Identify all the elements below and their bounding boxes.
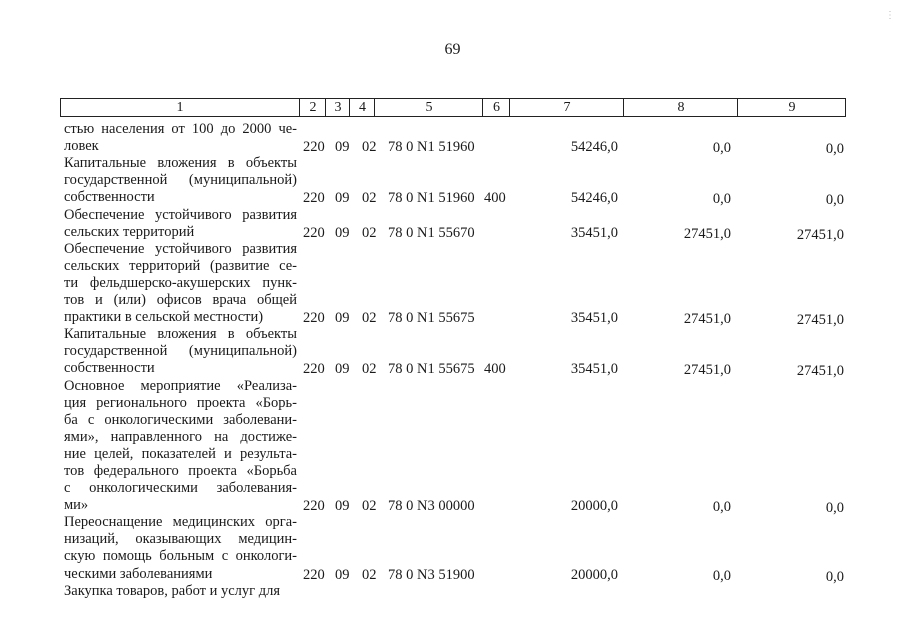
- page-number: 69: [444, 41, 461, 58]
- row-description-line: ние целей, показателей и результа-: [64, 445, 297, 462]
- header-col-1: 1: [176, 100, 184, 115]
- amount-col-9: 0,0: [825, 500, 844, 517]
- amount-col-8: 0,0: [712, 499, 731, 516]
- amount-col-8: 27451,0: [683, 225, 731, 242]
- amount-col-7: 35451,0: [570, 361, 618, 378]
- row-description-line: ческими заболеваниями: [64, 565, 213, 582]
- code-expense-type: 400: [484, 361, 506, 378]
- row-description-line: Переоснащение медицинских орга-: [64, 514, 297, 531]
- amount-col-7: 35451,0: [570, 310, 618, 327]
- header-col-9: 9: [737, 99, 846, 116]
- row-description-line: Капитальные вложения в объекты: [64, 326, 297, 343]
- row-description-line: Закупка товаров, работ и услуг для: [64, 582, 281, 599]
- amount-col-7: 20000,0: [570, 498, 618, 515]
- scan-margin-mark: ⋮: [885, 10, 895, 21]
- amount-col-7: 54246,0: [570, 190, 618, 207]
- amount-col-8: 27451,0: [683, 311, 731, 328]
- row-description-line: Обеспечение устойчивого развития: [64, 206, 297, 223]
- amount-col-9: 27451,0: [796, 226, 844, 243]
- code-subsection: 02: [362, 139, 377, 156]
- header-col-2: 2: [299, 99, 326, 116]
- code-subsection: 02: [362, 224, 377, 241]
- code-subsection: 02: [362, 361, 377, 378]
- row-description-line: ми»: [64, 497, 89, 514]
- code-target: 78 0 N1 51960: [388, 190, 475, 207]
- row-description: [64, 241, 297, 326]
- row-description-line: практики в сельской местности): [64, 309, 264, 326]
- row-description: [64, 378, 297, 515]
- code-subsection: 02: [362, 190, 377, 207]
- code-admin: 220: [303, 498, 325, 515]
- amount-col-9: 27451,0: [796, 363, 844, 380]
- row-description-line: ями», направленного на достиже-: [64, 428, 297, 445]
- code-target: 78 0 N1 51960: [388, 139, 475, 156]
- amount-col-8: 0,0: [712, 140, 731, 157]
- row-description-line: стью населения от 100 до 2000 че-: [64, 121, 297, 137]
- row-description: [64, 583, 297, 600]
- row-description-line: тов и (или) офисов врача общей: [64, 291, 297, 308]
- row-description-line: собственности: [64, 360, 155, 377]
- row-description: [64, 514, 297, 582]
- row-description-line: ция регионального проекта «Борь-: [64, 394, 297, 411]
- row-description: [64, 207, 297, 241]
- code-subsection: 02: [362, 566, 377, 583]
- amount-col-9: 27451,0: [796, 312, 844, 329]
- code-admin: 220: [303, 139, 325, 156]
- row-description-line: сельских территорий (развитие се-: [64, 257, 297, 274]
- row-description-line: государственной (муниципальной): [64, 172, 297, 189]
- amount-col-7: 35451,0: [570, 224, 618, 241]
- header-col-7: 7: [509, 99, 624, 116]
- row-description-line: ловек: [64, 138, 99, 155]
- code-section: 09: [335, 224, 350, 241]
- row-description-line: Обеспечение устойчивого развития: [64, 240, 297, 257]
- row-description-line: скую помощь больным с онкологи-: [64, 548, 297, 565]
- row-description-line: ба с онкологическими заболевани-: [64, 411, 297, 428]
- code-admin: 220: [303, 361, 325, 378]
- code-target: 78 0 N1 55670: [388, 224, 475, 241]
- header-col-4: 4: [349, 99, 375, 116]
- amount-col-9: 0,0: [825, 568, 844, 585]
- row-description-line: Основное мероприятие «Реализа-: [64, 377, 297, 394]
- row-description-line: ти фельдшерско-акушерских пунк-: [64, 274, 297, 291]
- header-col-8: 8: [623, 99, 738, 116]
- amount-col-8: 0,0: [712, 567, 731, 584]
- row-description-line: низаций, оказывающих медицин-: [64, 531, 297, 548]
- code-section: 09: [335, 139, 350, 156]
- amount-col-7: 20000,0: [570, 566, 618, 583]
- row-description-line: Капитальные вложения в объекты: [64, 155, 297, 172]
- code-subsection: 02: [362, 310, 377, 327]
- code-target: 78 0 N3 00000: [388, 498, 475, 515]
- row-description-line: государственной (муниципальной): [64, 343, 297, 360]
- code-section: 09: [335, 310, 350, 327]
- row-description-line: тов федерального проекта «Борьба: [64, 462, 297, 479]
- code-admin: 220: [303, 566, 325, 583]
- row-description-line: сельских территорий: [64, 223, 195, 240]
- row-description-line: с онкологическими заболевания-: [64, 480, 297, 497]
- row-description: [64, 155, 297, 206]
- code-admin: 220: [303, 190, 325, 207]
- code-admin: 220: [303, 310, 325, 327]
- amount-col-9: 0,0: [825, 192, 844, 209]
- header-col-5: 5: [374, 99, 483, 116]
- code-expense-type: 400: [484, 190, 506, 207]
- code-section: 09: [335, 498, 350, 515]
- code-section: 09: [335, 361, 350, 378]
- row-description: [64, 121, 297, 155]
- code-section: 09: [335, 190, 350, 207]
- code-subsection: 02: [362, 498, 377, 515]
- header-col-6: 6: [482, 99, 510, 116]
- amount-col-9: 0,0: [825, 141, 844, 158]
- code-target: 78 0 N1 55675: [388, 361, 475, 378]
- code-target: 78 0 N3 51900: [388, 566, 475, 583]
- row-description: [64, 326, 297, 377]
- header-col-3: 3: [325, 99, 350, 116]
- amount-col-7: 54246,0: [570, 139, 618, 156]
- row-description-line: собственности: [64, 189, 155, 206]
- amount-col-8: 0,0: [712, 191, 731, 208]
- table-header: [60, 98, 846, 117]
- code-target: 78 0 N1 55675: [388, 310, 475, 327]
- code-admin: 220: [303, 224, 325, 241]
- code-section: 09: [335, 566, 350, 583]
- amount-col-8: 27451,0: [683, 362, 731, 379]
